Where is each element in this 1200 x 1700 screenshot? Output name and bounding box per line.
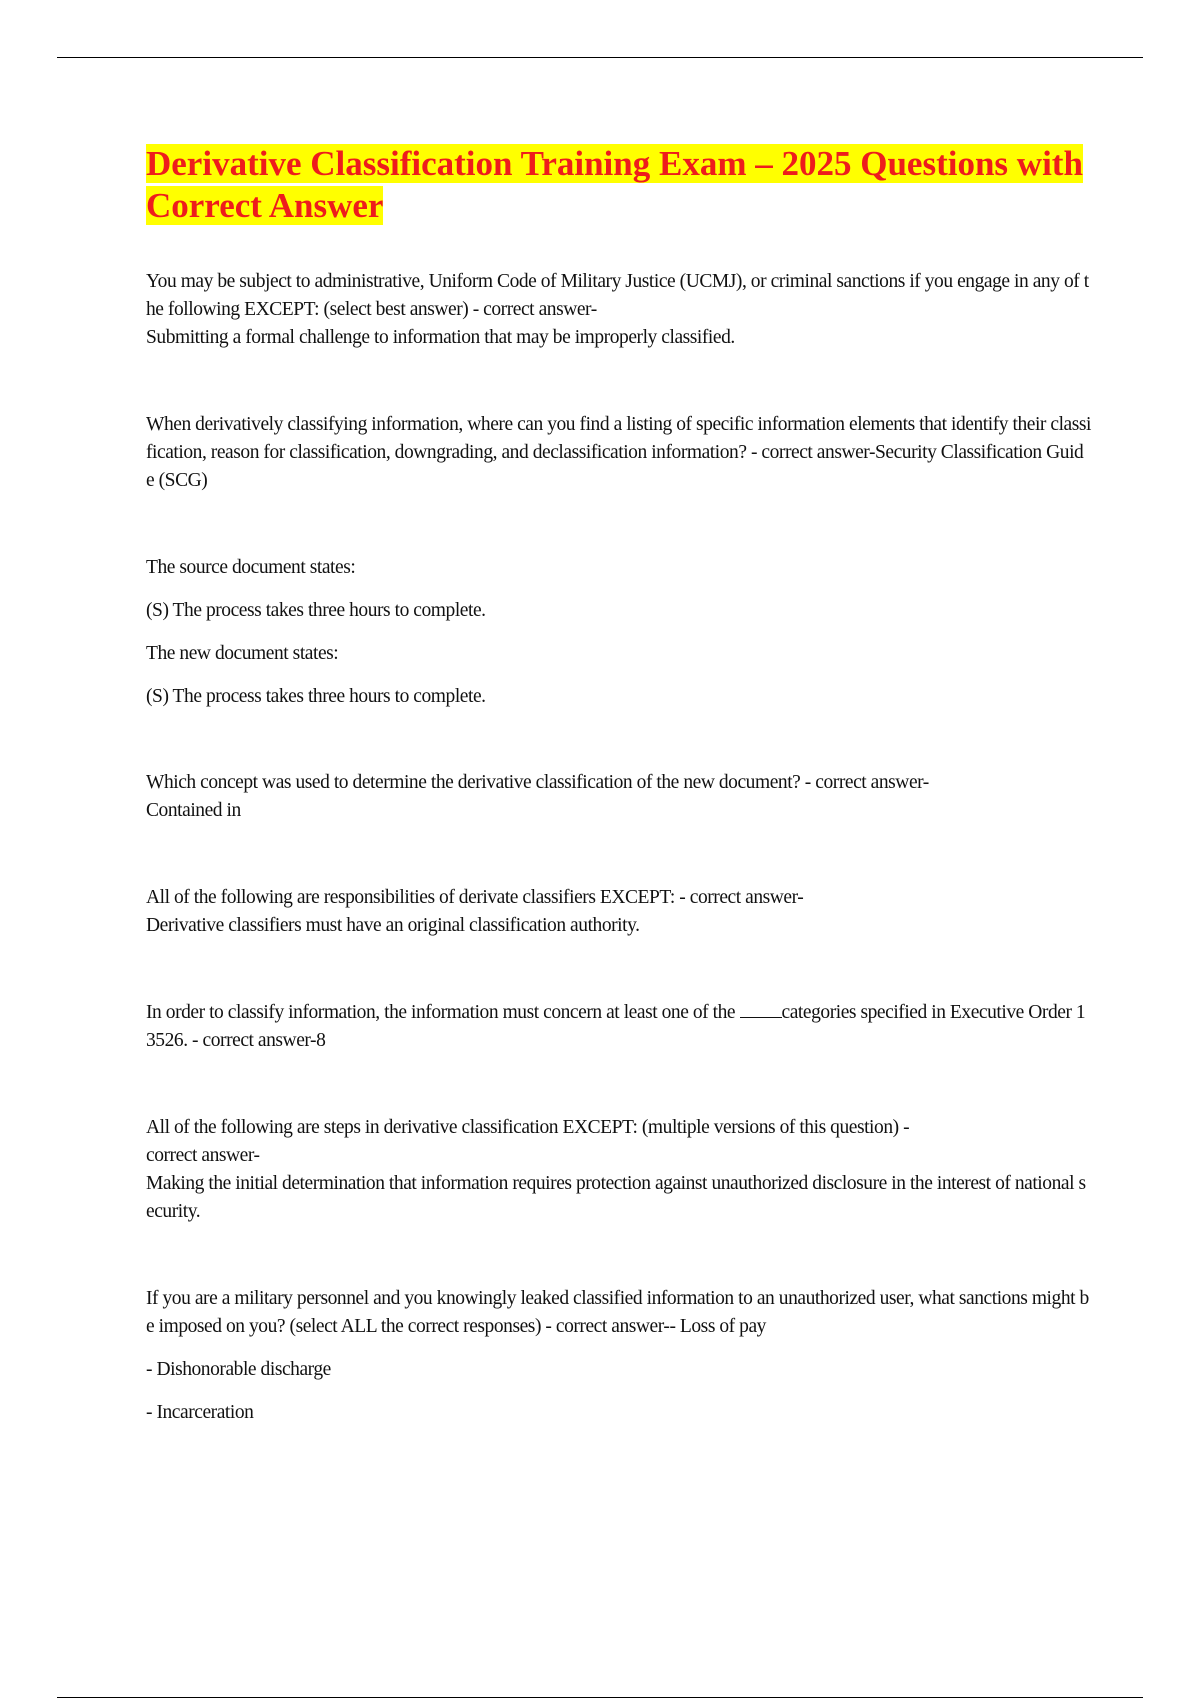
source-document-text: (S) The process takes three hours to complete. (146, 600, 486, 621)
question-7: If you are a military personnel and you knowingly leaked classified information to an unauthorized user, what sanctions might be imposed on you? (select ALL the correct responses) - correct answer-- Loss of pay (146, 1288, 1089, 1337)
question-1: You may be subject to administrative, Uniform Code of Military Justice (UCMJ), or criminal sanctions if you engage in any of the following EXCEPT: (select best answer) - correct answer- Submitting a formal challenge to information that may be improperly classified. (146, 271, 1089, 348)
document-title (146, 143, 1091, 227)
question-4: All of the following are responsibilities of derivate classifiers EXCEPT: - correct answer- Derivative classifiers must have an original classification authority. (146, 887, 804, 936)
fill-in-blank (740, 1003, 782, 1018)
footer-rule (57, 1697, 1143, 1698)
question-3: Which concept was used to determine the derivative classification of the new document? - correct answer- Contained in (146, 772, 929, 821)
answer-item-dishonorable-discharge: - Dishonorable discharge (146, 1359, 331, 1380)
header-rule (57, 57, 1143, 58)
question-5 (146, 999, 1091, 1055)
question-6: All of the following are steps in derivative classification EXCEPT: (multiple versions of this question) - correct answer- Making the initial determination that information requires protection against unauthorized disclosure in the interest of national security. (146, 1117, 1086, 1222)
new-document-label: The new document states: (146, 643, 339, 664)
new-document-text: (S) The process takes three hours to complete. (146, 686, 486, 707)
answer-item-incarceration: - Incarceration (146, 1402, 254, 1423)
document-body (146, 143, 1091, 1427)
question-2: When derivatively classifying information, where can you find a listing of specific information elements that identify their classification, reason for classification, downgrading, and declassification information? - correct answer-Security Classification Guide (SCG) (146, 414, 1092, 491)
document-title-text: Derivative Classification Training Exam – 2025 Questions with Correct Answer (146, 144, 1083, 225)
question-5-text-before: In order to classify information, the information must concern at least one of the (146, 1002, 740, 1023)
question-5-text-after: categories specified in Executive Order 13526. - correct answer-8 (146, 1002, 1086, 1051)
source-document-label: The source document states: (146, 557, 356, 578)
